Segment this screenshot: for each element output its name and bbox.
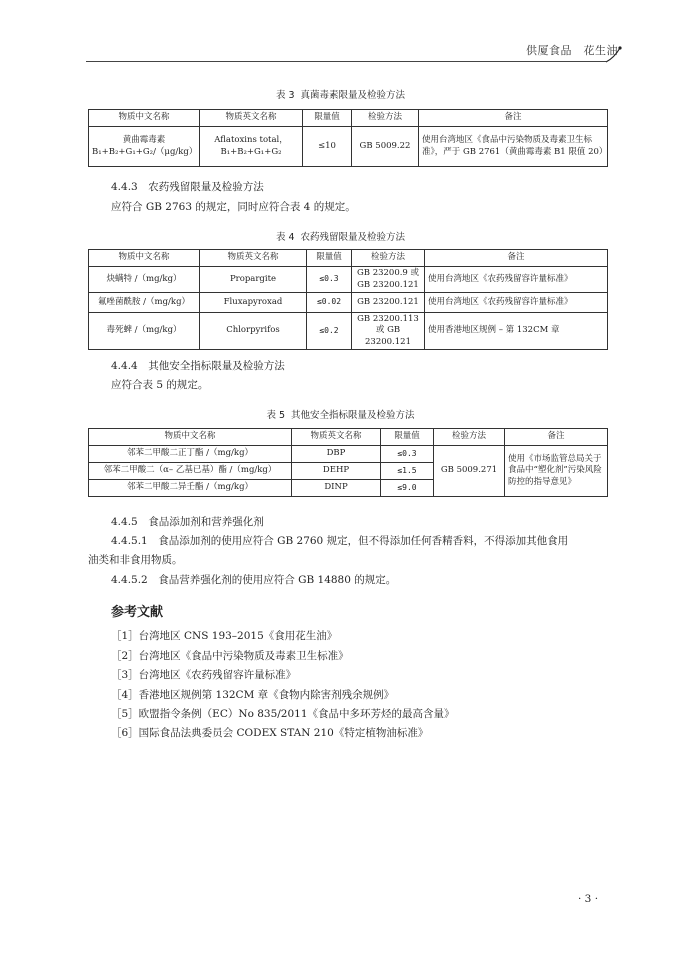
table3-cell-en <box>200 127 303 167</box>
section-4-4-4-heading: 4.4.4 其他安全指标限量及检验方法 <box>111 360 285 372</box>
table5-header-method: 检验方法 <box>434 429 505 446</box>
table4-header-method: 检验方法 <box>352 250 425 267</box>
header-rule <box>86 61 606 62</box>
table4-row1-method: GB 23200.9 或 GB 23200.121 <box>352 267 425 293</box>
table-row <box>89 293 608 313</box>
table4-header-limit: 限量值 <box>307 250 352 267</box>
table5-row3-limit: ≤9.0 <box>381 480 434 497</box>
reference-item: ［4］香港地区规例第 132CM 章《食物内除害剂残余规例》 <box>111 689 395 701</box>
table3-en-line2: B₁+B₂+G₁+G₂ <box>220 146 282 157</box>
page-number: · 3 · <box>578 893 599 905</box>
section-4-4-4-body: 应符合表 5 的规定。 <box>111 379 209 391</box>
references-heading: 参考文献 <box>111 605 164 620</box>
table5-row2-cn: 邻苯二甲酸二（α– 乙基已基）酯 /（mg/kg） <box>89 463 292 480</box>
table4-row1-cn: 炔螨特 /（mg/kg） <box>89 267 200 293</box>
table-row <box>89 446 608 463</box>
section-4-4-3-heading: 4.4.3 农药残留限量及检验方法 <box>111 181 264 193</box>
table4-row2-limit: ≤0.02 <box>307 293 352 313</box>
table4-row2-cn: 氟唑菌酰胺 /（mg/kg） <box>89 293 200 313</box>
table-row <box>89 267 608 293</box>
table3-cell-note: 使用台湾地区《食品中污染物质及毒素卫生标准》，严于 GB 2761（黄曲霉毒素 B1 限值 20） <box>419 127 608 167</box>
reference-item: ［2］台湾地区《食品中污染物质及毒素卫生标准》 <box>111 650 349 662</box>
table5-row2-limit: ≤1.5 <box>381 463 434 480</box>
table3-en-line1: Aflatoxins total， <box>214 135 288 146</box>
table4-row3-note: 使用香港地区规例 – 第 132CM 章 <box>425 313 608 350</box>
section-4-4-3-body: 应符合 GB 2763 的规定，同时应符合表 4 的规定。 <box>111 201 356 213</box>
table4-row3-en: Chlorpyrifos <box>200 313 307 350</box>
table4-row1-note: 使用台湾地区《农药残留容许量标准》 <box>425 267 608 293</box>
table5-row1-en: DBP <box>292 446 381 463</box>
table3-cell-limit: ≤10 <box>303 127 352 167</box>
table5-row1-cn: 邻苯二甲酸二正丁酯 /（mg/kg） <box>89 446 292 463</box>
table4-header-note: 备注 <box>425 250 608 267</box>
table4 <box>88 249 608 350</box>
table4-caption-text: 农药残留限量及检验方法 <box>300 232 406 243</box>
table5-header-en: 物质英文名称 <box>292 429 381 446</box>
table3-header-limit: 限量值 <box>303 110 352 127</box>
reference-item: ［5］欧盟指令条例（EC）No 835/2011《食品中多环芳烃的最高含量》 <box>111 708 455 720</box>
table5-row2-en: DEHP <box>292 463 381 480</box>
table5-row1-limit: ≤0.3 <box>381 446 434 463</box>
table5-note: 使用《市场监管总局关于食品中“塑化剂”污染风险防控的指导意见》 <box>505 446 608 497</box>
header-title: 供厦食品 花生油 <box>526 44 618 57</box>
table3-header-method: 检验方法 <box>352 110 419 127</box>
table4-row3-method: GB 23200.113 或 GB 23200.121 <box>352 313 425 350</box>
table4-row3-cn: 毒死蜱 /（mg/kg） <box>89 313 200 350</box>
table3-cell-cn <box>89 127 200 167</box>
table5-row3-en: DINP <box>292 480 381 497</box>
section-4-4-5-1-line2: 油类和非食用物质。 <box>88 554 183 566</box>
table4-header-en: 物质英文名称 <box>200 250 307 267</box>
table4-row3-limit: ≤0.2 <box>307 313 352 350</box>
table5-caption <box>0 407 681 421</box>
section-4-4-5-2: 4.4.5.2 食品营养强化剂的使用应符合 GB 14880 的规定。 <box>111 574 397 586</box>
table5-header-limit: 限量值 <box>381 429 434 446</box>
reference-item: ［3］台湾地区《农药残留容许量标准》 <box>111 669 297 681</box>
table4-row1-limit: ≤0.3 <box>307 267 352 293</box>
table3-header-en: 物质英文名称 <box>200 110 303 127</box>
table4-row2-en: Fluxapyroxad <box>200 293 307 313</box>
table-row <box>89 313 608 350</box>
table5 <box>88 428 608 497</box>
table5-header-cn: 物质中文名称 <box>89 429 292 446</box>
table3-cn-line1: 黄曲霉毒素 <box>122 135 166 146</box>
section-4-4-5-heading: 4.4.5 食品添加剂和营养强化剂 <box>111 516 264 528</box>
table3-caption-text: 真菌毒素限量及检验方法 <box>300 90 406 101</box>
table5-caption-number: 表 5 <box>266 410 286 421</box>
table3-header-cn: 物质中文名称 <box>89 110 200 127</box>
table4-row2-method: GB 23200.121 <box>352 293 425 313</box>
header-swoosh-icon <box>604 44 626 64</box>
table5-header-note: 备注 <box>505 429 608 446</box>
table4-caption-number: 表 4 <box>275 232 295 243</box>
table5-method: GB 5009.271 <box>434 446 505 497</box>
table3-caption <box>0 87 681 101</box>
table4-header-cn: 物质中文名称 <box>89 250 200 267</box>
table3-cn-line2: B₁+B₂+G₁+G₂/（μg/kg） <box>92 146 198 157</box>
table4-caption <box>0 229 681 243</box>
reference-item: ［6］国际食品法典委员会 CODEX STAN 210《特定植物油标准》 <box>111 727 429 739</box>
table5-caption-text: 其他安全指标限量及检验方法 <box>291 410 415 421</box>
running-header <box>86 40 626 62</box>
table3-caption-number: 表 3 <box>275 90 295 101</box>
reference-item: ［1］台湾地区 CNS 193–2015《食用花生油》 <box>111 630 338 642</box>
table5-row3-cn: 邻苯二甲酸二异壬酯 /（mg/kg） <box>89 480 292 497</box>
section-4-4-5-1-line1: 4.4.5.1 食品添加剂的使用应符合 GB 2760 规定，但不得添加任何香精香料，不得添加其他食用 <box>111 535 569 547</box>
table4-row2-note: 使用台湾地区《农药残留容许量标准》 <box>425 293 608 313</box>
table4-row1-en: Propargite <box>200 267 307 293</box>
table3-header-note: 备注 <box>419 110 608 127</box>
table3-cell-method: GB 5009.22 <box>352 127 419 167</box>
table3 <box>88 109 608 167</box>
